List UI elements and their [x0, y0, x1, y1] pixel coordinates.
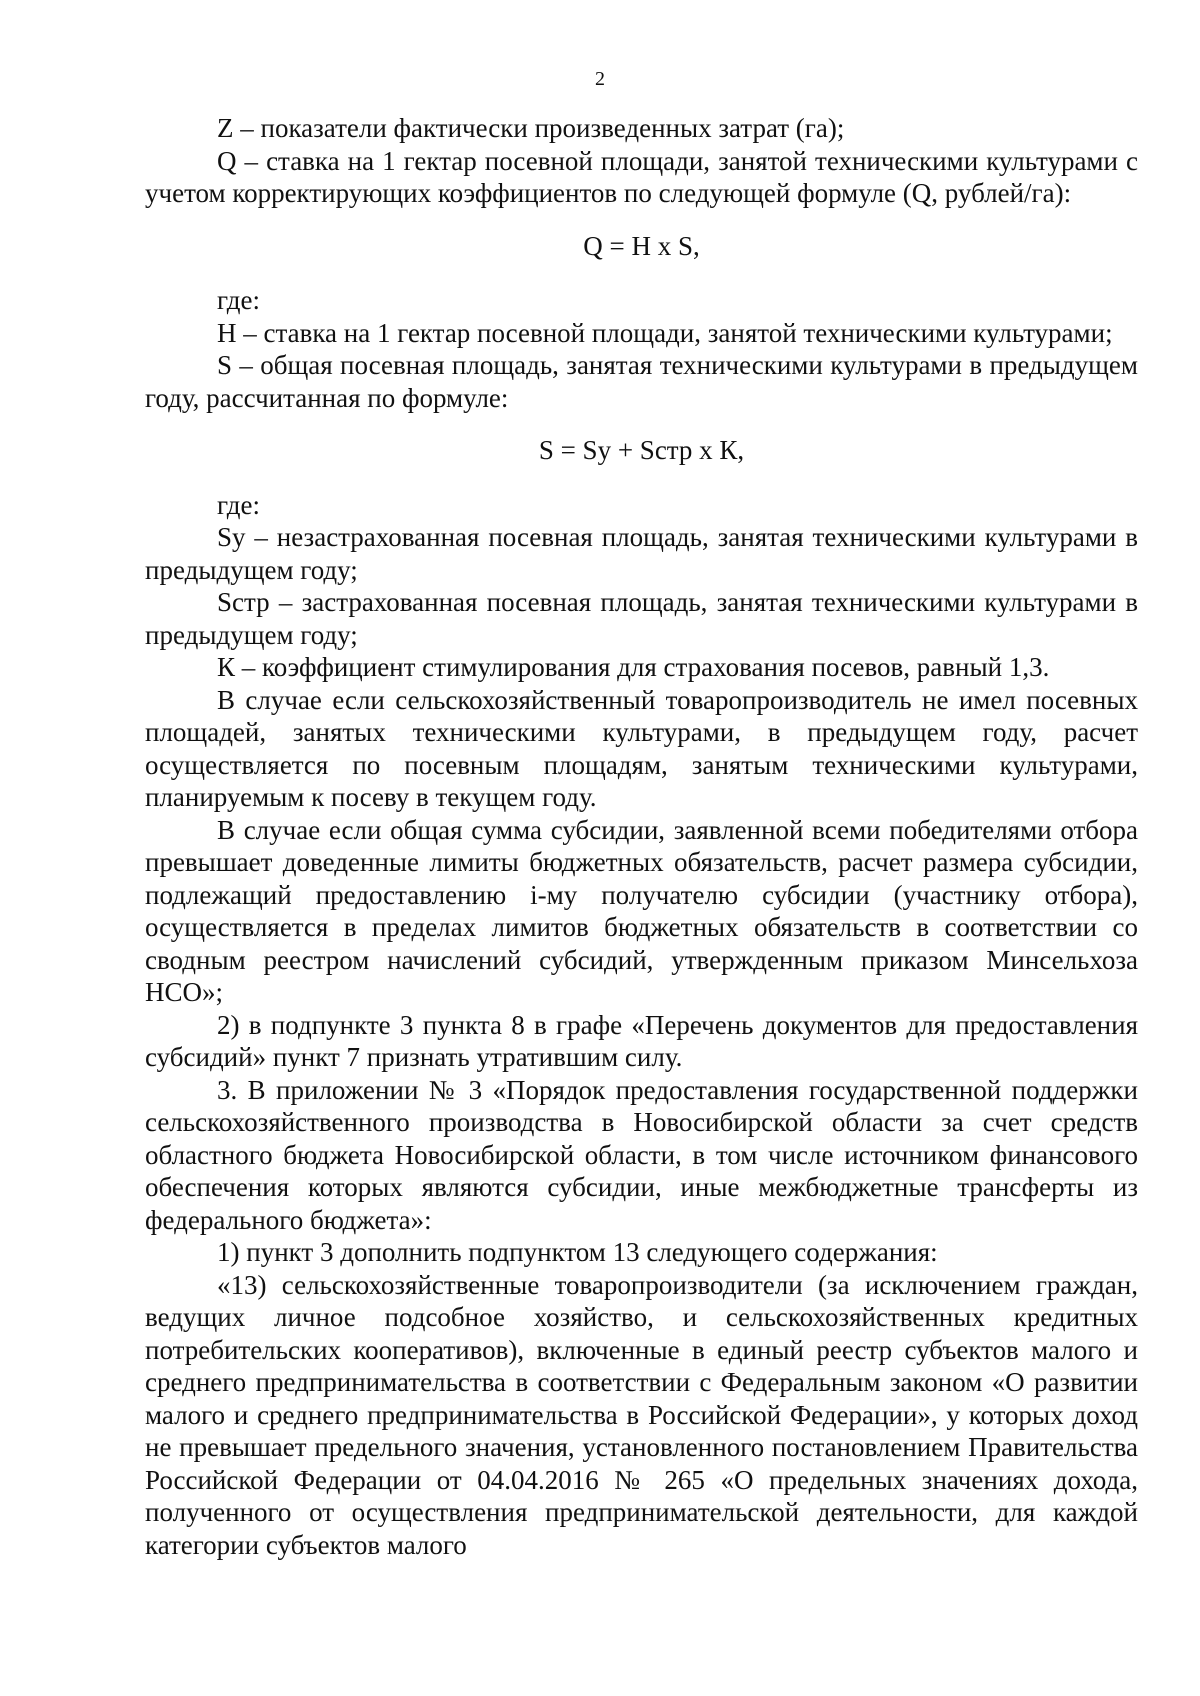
paragraph-z-definition: Z – показатели фактически произведенных затрат (га);: [217, 113, 845, 143]
paragraph-limit-case: В случае если общая сумма субсидии, заявленной всеми победителями отбора превышает доведенные лимиты бюджетных обязательств, расчет размера субсидии, подлежащий предоставлению i-му получателю субсидии (участнику отбора), осуществляется в пределах лимитов бюджетных обязательств в соответствии со сводным реестром начислений субсидий, утвержденным приказом Минсельхоза НСО»;: [145, 814, 1138, 1007]
paragraph-s-definition: S – общая посевная площадь, занятая техническими культурами в предыдущем году, рассчитанная по формуле:: [145, 350, 1138, 413]
formula-q: Q = H x S,: [583, 230, 700, 261]
paragraph-where-1: где:: [217, 285, 260, 315]
paragraph-k-definition: К – коэффициент стимулирования для страхования посевов, равный 1,3.: [217, 652, 1050, 682]
paragraph-sstr-definition: Sстр – застрахованная посевная площадь, занятая техническими культурами в предыдущем году;: [145, 587, 1138, 650]
paragraph-sy-definition: Sу – незастрахованная посевная площадь, занятая техническими культурами в предыдущем году;: [145, 522, 1138, 585]
paragraph-item-3: 3. В приложении № 3 «Порядок предоставления государственной поддержки сельскохозяйственного производства в Новосибирской области за счет средств областного бюджета Новосибирской области, в том числе источником финансового обеспечения которых являются субсидии, иные межбюджетные трансферты из федерального бюджета»:: [145, 1074, 1138, 1235]
paragraph-where-2: где:: [217, 489, 260, 520]
paragraph-subitem-13: «13) сельскохозяйственные товаропроизводители (за исключением граждан, ведущих личное подсобное хозяйство, и сельскохозяйственных кредитных потребительских кооперативов), включенные в единый реестр субъектов малого и среднего предпринимательства в соответствии с Федеральным законом «О развитии малого и среднего предпринимательства в Российской Федерации», у которых доход не превышает предельного значения, установленного постановлением Правительства Российской Федерации от 04.04.2016 № 265 «О предельных значениях дохода, полученного от осуществления предпринимательской деятельности, для каждой категории субъектов малого: [145, 1269, 1138, 1560]
paragraph-subitem-1: 1) пункт 3 дополнить подпунктом 13 следующего содержания:: [217, 1237, 938, 1267]
formula-s: S = Sу + Sстр x К,: [538, 435, 745, 465]
paragraph-h-definition: H – ставка на 1 гектар посевной площади, занятой техническими культурами;: [217, 317, 1113, 348]
document-body: [145, 112, 1138, 1561]
page-number: 2: [595, 68, 605, 90]
paragraph-q-definition: Q – ставка на 1 гектар посевной площади, занятой техническими культурами с учетом корректирующих коэффициентов по следующей формуле (Q, рублей/га):: [145, 145, 1138, 208]
paragraph-no-area-case: В случае если сельскохозяйственный товаропроизводитель не имел посевных площадей, занятых техническими культурами, в предыдущем году, расчет осуществляется по посевным площадям, занятым техническими культурами, планируемым к посеву в текущем году.: [145, 684, 1138, 812]
paragraph-item-2: 2) в подпункте 3 пункта 8 в графе «Перечень документов для предоставления субсидий» пункт 7 признать утратившим силу.: [145, 1009, 1138, 1072]
